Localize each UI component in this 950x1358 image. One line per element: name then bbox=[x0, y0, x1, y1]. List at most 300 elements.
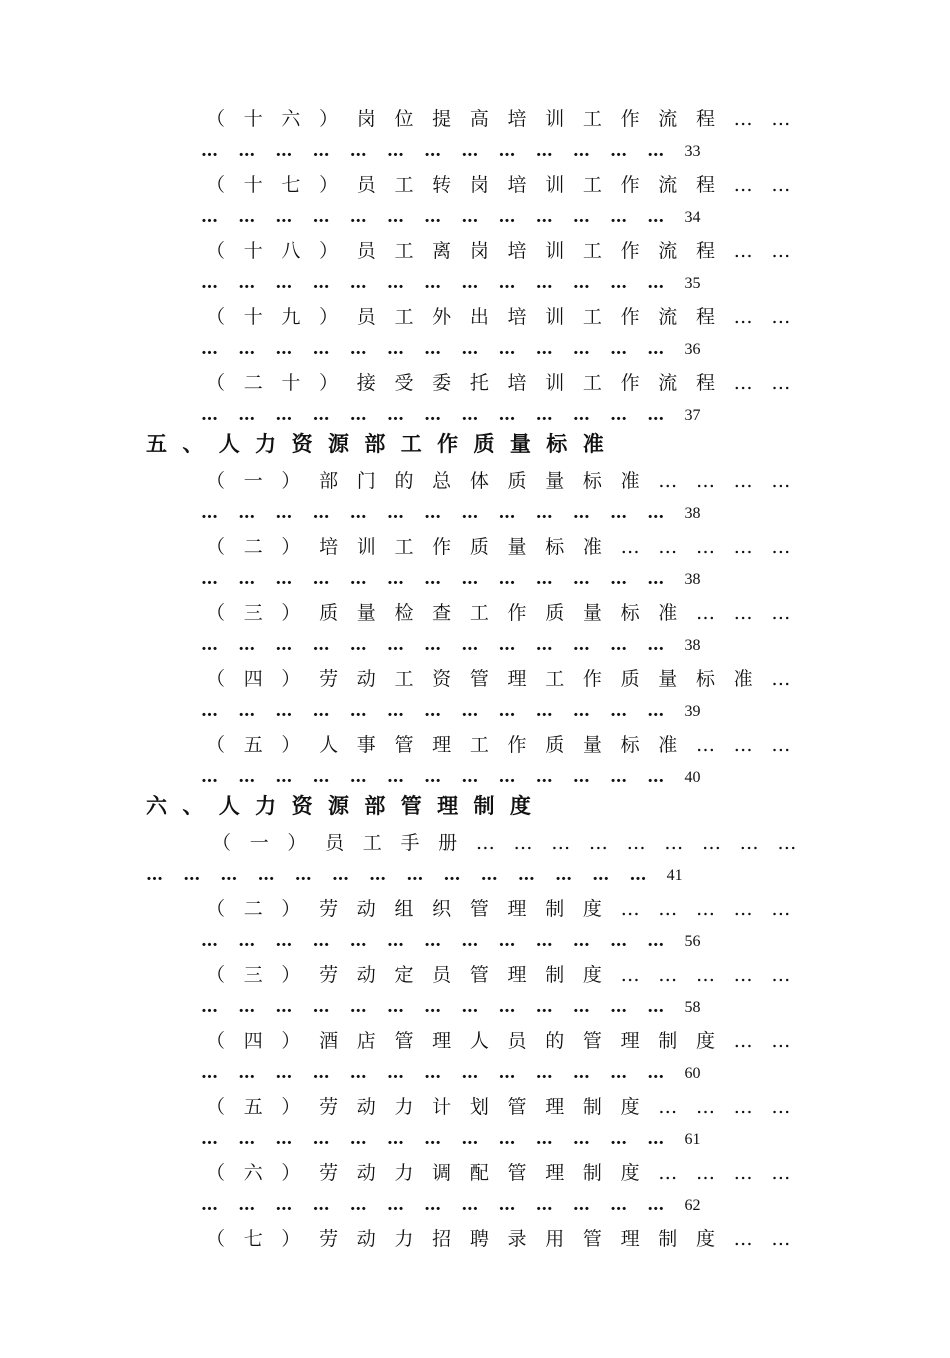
toc-char: 劳 bbox=[319, 1096, 339, 1118]
toc-char: 理 bbox=[620, 1228, 640, 1250]
toc-section-heading bbox=[146, 794, 546, 818]
toc-char: 管 bbox=[469, 964, 489, 986]
leader-dots: … bbox=[349, 569, 366, 589]
leader-dots: … bbox=[610, 405, 627, 425]
toc-char: 检 bbox=[394, 602, 414, 624]
toc-char: 六 bbox=[243, 1162, 263, 1184]
leader-dots: … bbox=[461, 1195, 478, 1215]
toc-entry[interactable] bbox=[206, 1162, 809, 1184]
toc-char: 源 bbox=[327, 431, 349, 456]
toc-char: 量 bbox=[582, 602, 602, 624]
leader-dots: … bbox=[424, 1063, 441, 1083]
toc-page-number: 35 bbox=[684, 275, 701, 292]
toc-char: 培 bbox=[507, 240, 527, 262]
leader-dots: … bbox=[535, 405, 552, 425]
leader-dots: … bbox=[517, 865, 534, 885]
toc-char: ） bbox=[319, 240, 339, 262]
toc-char: 组 bbox=[394, 898, 414, 920]
toc-char: 力 bbox=[394, 1162, 414, 1184]
toc-char: 理 bbox=[507, 964, 527, 986]
leader-dots: … bbox=[349, 339, 366, 359]
toc-char: 用 bbox=[545, 1228, 565, 1250]
toc-char: … bbox=[771, 602, 791, 624]
toc-char: 资 bbox=[291, 793, 313, 818]
leader-dots: … bbox=[647, 405, 664, 425]
toc-char: ） bbox=[281, 602, 301, 624]
leader-dots: … bbox=[610, 931, 627, 951]
leader-dots: … bbox=[610, 273, 627, 293]
toc-char: … bbox=[733, 1096, 753, 1118]
toc-char: 划 bbox=[469, 1096, 489, 1118]
toc-char: 流 bbox=[658, 174, 678, 196]
toc-char: ） bbox=[281, 1228, 301, 1250]
leader-dots: … bbox=[424, 997, 441, 1017]
toc-char: … bbox=[695, 470, 715, 492]
toc-char: 工 bbox=[362, 832, 382, 854]
toc-leader-line bbox=[201, 206, 700, 229]
toc-char: 力 bbox=[394, 1228, 414, 1250]
leader-dots: … bbox=[610, 1129, 627, 1149]
leader-dots: … bbox=[238, 569, 255, 589]
leader-dots: … bbox=[275, 569, 292, 589]
leader-dots: … bbox=[572, 569, 589, 589]
leader-dots: … bbox=[294, 865, 311, 885]
toc-char: 准 bbox=[733, 668, 753, 690]
leader-dots: … bbox=[386, 405, 403, 425]
toc-leader-line bbox=[201, 502, 700, 525]
toc-char: 定 bbox=[394, 964, 414, 986]
toc-char: 二 bbox=[243, 898, 263, 920]
toc-char: 资 bbox=[291, 431, 313, 456]
toc-char: 程 bbox=[695, 240, 715, 262]
leader-dots: … bbox=[275, 701, 292, 721]
toc-page-number: 39 bbox=[684, 703, 701, 720]
toc-char: … bbox=[695, 964, 715, 986]
leader-dots: … bbox=[349, 931, 366, 951]
leader-dots: … bbox=[386, 339, 403, 359]
toc-leader-line bbox=[146, 864, 683, 887]
toc-char: 量 bbox=[356, 602, 376, 624]
leader-dots: … bbox=[201, 503, 217, 523]
leader-dots: … bbox=[647, 503, 664, 523]
leader-dots: … bbox=[535, 273, 552, 293]
toc-entry[interactable] bbox=[206, 470, 809, 492]
leader-dots: … bbox=[386, 141, 403, 161]
toc-char: 四 bbox=[243, 1030, 263, 1052]
toc-char: 理 bbox=[437, 793, 459, 818]
toc-char: 工 bbox=[582, 306, 602, 328]
toc-leader-line bbox=[201, 568, 700, 591]
toc-char: 三 bbox=[243, 964, 263, 986]
toc-char: 标 bbox=[545, 536, 565, 558]
leader-dots: … bbox=[349, 635, 366, 655]
toc-char: （ bbox=[206, 174, 226, 196]
toc-char: 量 bbox=[507, 536, 527, 558]
leader-dots: … bbox=[349, 997, 366, 1017]
toc-char: 册 bbox=[438, 832, 458, 854]
leader-dots: … bbox=[647, 273, 664, 293]
toc-char: … bbox=[733, 372, 753, 394]
leader-dots: … bbox=[610, 1063, 627, 1083]
leader-dots: … bbox=[424, 141, 441, 161]
leader-dots: … bbox=[535, 1129, 552, 1149]
toc-entry[interactable] bbox=[212, 832, 815, 854]
toc-entry[interactable] bbox=[206, 602, 809, 624]
toc-char: 委 bbox=[432, 372, 452, 394]
leader-dots: … bbox=[275, 1195, 292, 1215]
leader-dots: … bbox=[424, 339, 441, 359]
leader-dots: … bbox=[201, 207, 217, 227]
leader-dots: … bbox=[498, 273, 515, 293]
toc-char: … bbox=[658, 964, 678, 986]
toc-char: 十 bbox=[281, 372, 301, 394]
leader-dots: … bbox=[238, 767, 255, 787]
toc-char: 标 bbox=[695, 668, 715, 690]
toc-char: 聘 bbox=[469, 1228, 489, 1250]
toc-char: ） bbox=[281, 734, 301, 756]
leader-dots: … bbox=[275, 931, 292, 951]
toc-char: 手 bbox=[400, 832, 420, 854]
toc-char: ） bbox=[281, 470, 301, 492]
toc-char: 二 bbox=[243, 536, 263, 558]
toc-char: … bbox=[771, 108, 791, 130]
leader-dots: … bbox=[647, 931, 664, 951]
toc-leader-line bbox=[201, 1194, 700, 1217]
toc-char: 劳 bbox=[319, 1162, 339, 1184]
leader-dots: … bbox=[498, 635, 515, 655]
leader-dots: … bbox=[572, 1195, 589, 1215]
toc-char: … bbox=[695, 1162, 715, 1184]
toc-entry[interactable] bbox=[206, 898, 809, 920]
toc-char: 度 bbox=[695, 1030, 715, 1052]
leader-dots: … bbox=[201, 767, 217, 787]
toc-char: （ bbox=[206, 1030, 226, 1052]
toc-char: 训 bbox=[545, 372, 565, 394]
toc-char: … bbox=[620, 898, 640, 920]
toc-char: （ bbox=[206, 898, 226, 920]
toc-char: 流 bbox=[658, 240, 678, 262]
leader-dots: … bbox=[535, 931, 552, 951]
toc-char: 员 bbox=[356, 306, 376, 328]
toc-char: ） bbox=[281, 1096, 301, 1118]
toc-char: … bbox=[733, 1162, 753, 1184]
toc-leader-line bbox=[201, 700, 700, 723]
toc-entry[interactable] bbox=[206, 964, 809, 986]
leader-dots: … bbox=[349, 503, 366, 523]
toc-char: … bbox=[733, 108, 753, 130]
leader-dots: … bbox=[498, 1195, 515, 1215]
leader-dots: … bbox=[201, 635, 217, 655]
toc-char: 招 bbox=[432, 1228, 452, 1250]
toc-char: 质 bbox=[507, 470, 527, 492]
leader-dots: … bbox=[386, 1195, 403, 1215]
toc-char: （ bbox=[206, 240, 226, 262]
toc-char: … bbox=[620, 964, 640, 986]
toc-page-number: 61 bbox=[684, 1131, 701, 1148]
toc-char: 质 bbox=[319, 602, 339, 624]
toc-char: 管 bbox=[507, 1162, 527, 1184]
leader-dots: … bbox=[275, 767, 292, 787]
leader-dots: … bbox=[424, 931, 441, 951]
toc-char: 程 bbox=[695, 306, 715, 328]
toc-char: … bbox=[771, 734, 791, 756]
toc-entry[interactable] bbox=[206, 1228, 809, 1250]
leader-dots: … bbox=[461, 931, 478, 951]
toc-char: 质 bbox=[469, 536, 489, 558]
toc-char: 制 bbox=[545, 898, 565, 920]
leader-dots: … bbox=[461, 207, 478, 227]
toc-page-number: 33 bbox=[684, 143, 701, 160]
toc-char: … bbox=[771, 964, 791, 986]
toc-entry[interactable] bbox=[206, 372, 809, 394]
toc-char: 量 bbox=[658, 668, 678, 690]
toc-page-number: 58 bbox=[684, 999, 701, 1016]
leader-dots: … bbox=[498, 931, 515, 951]
toc-char: 录 bbox=[507, 1228, 527, 1250]
leader-dots: … bbox=[275, 339, 292, 359]
toc-char: 培 bbox=[507, 372, 527, 394]
toc-char: … bbox=[658, 470, 678, 492]
toc-char: 管 bbox=[400, 793, 422, 818]
toc-char: 动 bbox=[356, 1096, 376, 1118]
leader-dots: … bbox=[572, 931, 589, 951]
leader-dots: … bbox=[424, 1129, 441, 1149]
leader-dots: … bbox=[312, 701, 329, 721]
toc-char: 培 bbox=[319, 536, 339, 558]
toc-char: 七 bbox=[243, 1228, 263, 1250]
toc-char: 度 bbox=[582, 898, 602, 920]
toc-char: ） bbox=[319, 306, 339, 328]
leader-dots: … bbox=[572, 635, 589, 655]
toc-entry[interactable] bbox=[206, 108, 809, 130]
toc-char: 作 bbox=[432, 536, 452, 558]
toc-char: 体 bbox=[469, 470, 489, 492]
leader-dots: … bbox=[498, 1129, 515, 1149]
leader-dots: … bbox=[647, 339, 664, 359]
toc-char: 度 bbox=[582, 964, 602, 986]
leader-dots: … bbox=[238, 997, 255, 1017]
toc-char: … bbox=[733, 174, 753, 196]
toc-char: 训 bbox=[545, 174, 565, 196]
leader-dots: … bbox=[201, 931, 217, 951]
toc-char: 制 bbox=[582, 1162, 602, 1184]
leader-dots: … bbox=[386, 701, 403, 721]
leader-dots: … bbox=[312, 405, 329, 425]
leader-dots: … bbox=[238, 1195, 255, 1215]
leader-dots: … bbox=[572, 767, 589, 787]
leader-dots: … bbox=[386, 635, 403, 655]
toc-char: 劳 bbox=[319, 964, 339, 986]
toc-char: 部 bbox=[364, 431, 386, 456]
toc-char: 量 bbox=[509, 431, 531, 456]
leader-dots: … bbox=[349, 1129, 366, 1149]
toc-char: 力 bbox=[394, 1096, 414, 1118]
leader-dots: … bbox=[275, 997, 292, 1017]
leader-dots: … bbox=[647, 767, 664, 787]
toc-entry[interactable] bbox=[206, 1096, 809, 1118]
leader-dots: … bbox=[535, 997, 552, 1017]
leader-dots: … bbox=[312, 503, 329, 523]
toc-char: 训 bbox=[356, 536, 376, 558]
leader-dots: … bbox=[183, 865, 200, 885]
leader-dots: … bbox=[201, 1129, 217, 1149]
leader-dots: … bbox=[461, 701, 478, 721]
toc-char: 三 bbox=[243, 602, 263, 624]
toc-char: 作 bbox=[582, 668, 602, 690]
toc-char: 作 bbox=[620, 240, 640, 262]
leader-dots: … bbox=[201, 997, 217, 1017]
leader-dots: … bbox=[201, 1063, 217, 1083]
leader-dots: … bbox=[275, 141, 292, 161]
leader-dots: … bbox=[610, 997, 627, 1017]
toc-char: ） bbox=[281, 1030, 301, 1052]
toc-entry[interactable] bbox=[206, 734, 809, 756]
toc-char: 工 bbox=[582, 108, 602, 130]
toc-char: 六 bbox=[146, 793, 167, 818]
leader-dots: … bbox=[572, 405, 589, 425]
leader-dots: … bbox=[535, 1063, 552, 1083]
toc-char: … bbox=[695, 602, 715, 624]
leader-dots: … bbox=[238, 1063, 255, 1083]
toc-char: … bbox=[658, 1096, 678, 1118]
toc-char: 受 bbox=[394, 372, 414, 394]
toc-section-heading bbox=[146, 432, 619, 456]
toc-char: 部 bbox=[364, 793, 386, 818]
toc-char: （ bbox=[206, 1096, 226, 1118]
toc-entry[interactable] bbox=[206, 1030, 809, 1052]
leader-dots: … bbox=[498, 1063, 515, 1083]
toc-char: 理 bbox=[432, 1030, 452, 1052]
leader-dots: … bbox=[386, 1129, 403, 1149]
toc-char: 度 bbox=[695, 1228, 715, 1250]
toc-char: 质 bbox=[545, 602, 565, 624]
toc-leader-line bbox=[201, 404, 700, 427]
toc-char: 制 bbox=[545, 964, 565, 986]
toc-page-number: 34 bbox=[684, 209, 701, 226]
toc-entry[interactable] bbox=[206, 306, 809, 328]
toc-char: （ bbox=[206, 470, 226, 492]
leader-dots: … bbox=[369, 865, 386, 885]
toc-char: 员 bbox=[507, 1030, 527, 1052]
toc-leader-line bbox=[201, 1128, 700, 1151]
toc-char: 流 bbox=[658, 372, 678, 394]
toc-char: 质 bbox=[545, 734, 565, 756]
leader-dots: … bbox=[498, 141, 515, 161]
leader-dots: … bbox=[647, 635, 664, 655]
toc-char: 工 bbox=[394, 240, 414, 262]
leader-dots: … bbox=[572, 141, 589, 161]
leader-dots: … bbox=[424, 701, 441, 721]
leader-dots: … bbox=[275, 1129, 292, 1149]
toc-char: … bbox=[733, 898, 753, 920]
leader-dots: … bbox=[498, 997, 515, 1017]
toc-char: 员 bbox=[356, 240, 376, 262]
leader-dots: … bbox=[275, 503, 292, 523]
toc-char: 动 bbox=[356, 1162, 376, 1184]
leader-dots: … bbox=[424, 405, 441, 425]
leader-dots: … bbox=[201, 1195, 217, 1215]
toc-char: 标 bbox=[620, 734, 640, 756]
toc-char: … bbox=[733, 536, 753, 558]
toc-char: … bbox=[771, 1030, 791, 1052]
leader-dots: … bbox=[610, 339, 627, 359]
toc-char: 理 bbox=[545, 1162, 565, 1184]
leader-dots: … bbox=[275, 273, 292, 293]
leader-dots: … bbox=[312, 1063, 329, 1083]
toc-char: 门 bbox=[356, 470, 376, 492]
toc-char: 量 bbox=[582, 734, 602, 756]
toc-char: … bbox=[777, 832, 797, 854]
toc-char: 部 bbox=[319, 470, 339, 492]
toc-entry[interactable] bbox=[206, 174, 809, 196]
toc-char: （ bbox=[206, 964, 226, 986]
toc-char: 七 bbox=[281, 174, 301, 196]
toc-char: 事 bbox=[356, 734, 376, 756]
leader-dots: … bbox=[349, 273, 366, 293]
leader-dots: … bbox=[424, 1195, 441, 1215]
leader-dots: … bbox=[386, 1063, 403, 1083]
toc-char: 提 bbox=[432, 108, 452, 130]
leader-dots: … bbox=[386, 503, 403, 523]
leader-dots: … bbox=[424, 273, 441, 293]
toc-char: 工 bbox=[394, 536, 414, 558]
toc-char: 训 bbox=[545, 306, 565, 328]
toc-entry[interactable] bbox=[206, 668, 809, 690]
leader-dots: … bbox=[312, 1195, 329, 1215]
toc-char: 流 bbox=[658, 306, 678, 328]
toc-char: 总 bbox=[432, 470, 452, 492]
toc-char: 管 bbox=[469, 898, 489, 920]
toc-char: 九 bbox=[281, 306, 301, 328]
toc-char: 工 bbox=[545, 668, 565, 690]
leader-dots: … bbox=[386, 931, 403, 951]
leader-dots: … bbox=[238, 339, 255, 359]
toc-char: 配 bbox=[469, 1162, 489, 1184]
toc-char: 调 bbox=[432, 1162, 452, 1184]
toc-entry[interactable] bbox=[206, 240, 809, 262]
leader-dots: … bbox=[424, 569, 441, 589]
leader-dots: … bbox=[146, 865, 162, 885]
leader-dots: … bbox=[238, 405, 255, 425]
toc-char: 劳 bbox=[319, 1228, 339, 1250]
leader-dots: … bbox=[461, 635, 478, 655]
toc-char: … bbox=[695, 898, 715, 920]
toc-page-number: 56 bbox=[684, 933, 701, 950]
toc-char: 出 bbox=[469, 306, 489, 328]
toc-char: 流 bbox=[658, 108, 678, 130]
toc-char: 工 bbox=[400, 431, 422, 456]
toc-char: 培 bbox=[507, 306, 527, 328]
toc-char: 岗 bbox=[469, 240, 489, 262]
toc-char: 接 bbox=[356, 372, 376, 394]
toc-char: 作 bbox=[620, 174, 640, 196]
leader-dots: … bbox=[535, 207, 552, 227]
toc-char: 理 bbox=[507, 668, 527, 690]
leader-dots: … bbox=[349, 767, 366, 787]
leader-dots: … bbox=[647, 1129, 664, 1149]
leader-dots: … bbox=[498, 503, 515, 523]
leader-dots: … bbox=[312, 207, 329, 227]
leader-dots: … bbox=[498, 207, 515, 227]
toc-char: 准 bbox=[582, 536, 602, 558]
toc-char: （ bbox=[206, 602, 226, 624]
toc-char: 作 bbox=[507, 602, 527, 624]
toc-char: （ bbox=[212, 832, 232, 854]
toc-char: 标 bbox=[620, 602, 640, 624]
toc-entry[interactable] bbox=[206, 536, 809, 558]
toc-char: 培 bbox=[507, 108, 527, 130]
toc-char: ） bbox=[287, 832, 307, 854]
